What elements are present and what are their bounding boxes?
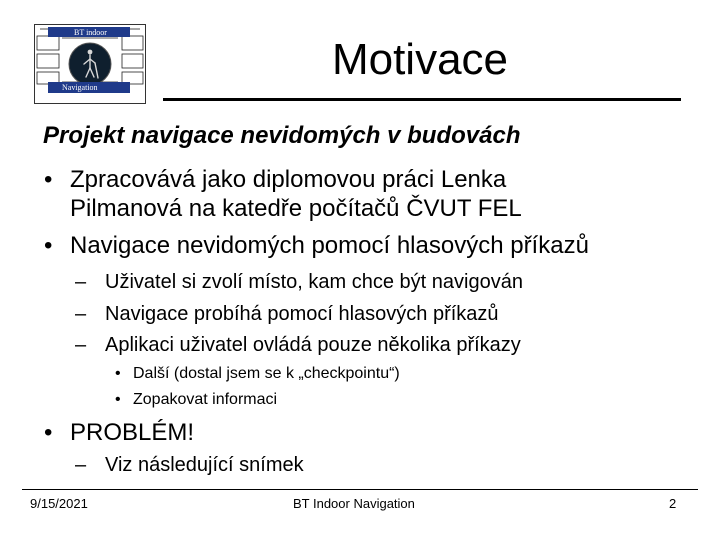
problem-text: PROBLÉM! [70,419,195,446]
bullet-marker: • [44,232,53,259]
bt-indoor-logo [34,24,146,104]
subsubbullet-text: Zopakovat informaci [133,391,278,408]
subsubbullet-item [115,364,400,384]
bullet-marker: • [44,419,53,446]
subsubbullet-marker: • [115,391,121,408]
bullet-item [44,165,522,223]
subsubbullet-marker: • [115,365,121,382]
subbullet-text: Navigace probíhá pomocí hlasových příkazů [105,303,499,325]
bullet-marker: • [44,166,53,193]
subsubbullet-text: Další (dostal jsem se k „checkpointu“) [133,365,400,382]
bullet-line: Zpracovává jako diplomovou práci Lenka [70,166,507,193]
footer-date: 9/15/2021 [30,496,88,511]
subbullet-marker: – [75,271,87,293]
footer-divider [22,489,698,490]
problem-subbullet [75,453,304,478]
problem-bullet [44,418,195,447]
bullet-item [44,231,589,260]
subbullet-item [75,302,499,327]
subbullet-marker: – [75,454,87,476]
subbullet-text: Aplikaci uživatel ovládá pouze několika příkazy [105,334,521,356]
bullet-line: Pilmanová na katedře počítačů ČVUT FEL [70,195,522,222]
subbullet-item [75,333,521,358]
footer-center-text: BT Indoor Navigation [293,496,415,511]
title-underline [163,98,681,101]
page-number: 2 [669,496,677,511]
slide-subtitle: Projekt navigace nevidomých v budovách [43,122,521,149]
subbullet-text: Uživatel si zvolí místo, kam chce být navigován [105,271,523,293]
subbullet-marker: – [75,334,87,356]
subbullet-text: Viz následující snímek [105,454,304,476]
logo-top-label: BT indoor [74,28,107,37]
subbullet-item [75,270,523,295]
bullet-line: Navigace nevidomých pomocí hlasových příkazů [70,232,589,259]
slide-title: Motivace [331,35,509,84]
logo-bottom-label: Navigation [62,83,98,92]
subsubbullet-item [115,390,278,410]
subbullet-marker: – [75,303,87,325]
